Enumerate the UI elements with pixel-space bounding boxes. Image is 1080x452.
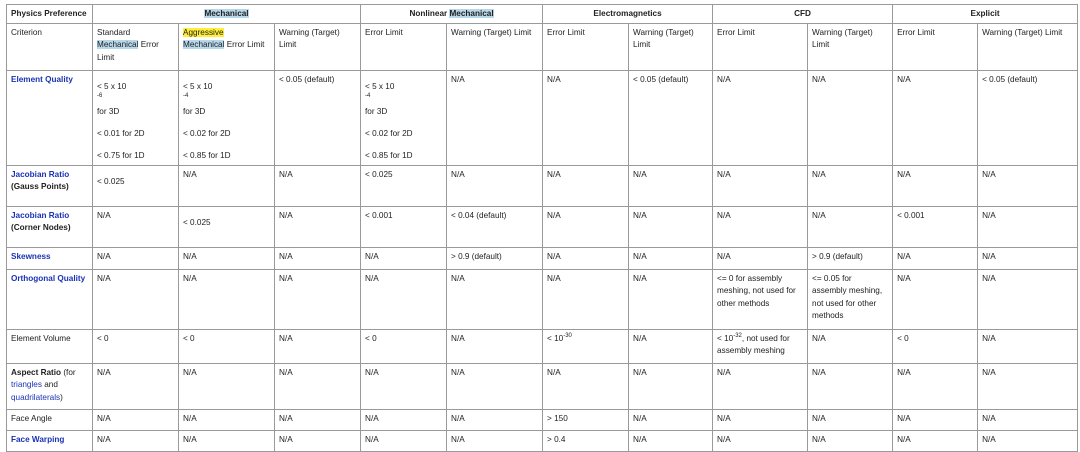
value-cell: N/A	[93, 248, 179, 270]
criterion-cell	[7, 431, 93, 452]
value-cell: N/A	[93, 410, 179, 431]
criterion-cell: Element Volume	[7, 330, 93, 364]
ex-warning-header: Warning (Target) Limit	[978, 24, 1078, 71]
value-cell: < 0.05 (default)	[978, 71, 1078, 166]
value-cell: N/A	[447, 330, 543, 364]
value-cell: > 0.9 (default)	[808, 248, 893, 270]
value-cell: N/A	[543, 364, 629, 410]
value-cell: N/A	[893, 166, 978, 207]
nl-warning-header: Warning (Target) Limit	[447, 24, 543, 71]
ex-error-header: Error Limit	[893, 24, 978, 71]
value-cell: N/A	[93, 364, 179, 410]
value-cell: N/A	[543, 71, 629, 166]
value-cell: N/A	[543, 166, 629, 207]
value-cell: < 0	[93, 330, 179, 364]
mechanical-group-header: Mechanical	[93, 5, 361, 24]
value-cell: N/A	[629, 410, 713, 431]
nl-error-header: Error Limit	[361, 24, 447, 71]
mech-aggressive-error-header: Aggressive Mechanical Error Limit	[179, 24, 275, 71]
value-cell: N/A	[978, 330, 1078, 364]
value-cell: N/A	[179, 248, 275, 270]
nonlinear-mechanical-group-header: Nonlinear Mechanical	[361, 5, 543, 24]
mech-standard-error-header: Standard Mechanical Error Limit	[93, 24, 179, 71]
value-cell: N/A	[275, 270, 361, 330]
value-cell: N/A	[713, 207, 808, 248]
value-cell: N/A	[629, 207, 713, 248]
value-cell: N/A	[893, 410, 978, 431]
value-cell: N/A	[629, 270, 713, 330]
value-cell: < 0	[893, 330, 978, 364]
value-cell: N/A	[361, 364, 447, 410]
value-cell: N/A	[713, 248, 808, 270]
value-cell: N/A	[808, 71, 893, 166]
value-cell: N/A	[275, 166, 361, 207]
value-cell: N/A	[713, 166, 808, 207]
row-jacobian-corner	[7, 207, 1078, 248]
value-cell: N/A	[447, 410, 543, 431]
row-face-warping	[7, 431, 1078, 452]
value-cell: < 0.025	[179, 207, 275, 248]
value-cell: N/A	[179, 166, 275, 207]
header-row-limits	[7, 24, 1078, 71]
value-cell: < 5 x 10 $^{-4}$ for 3D < 0.02 for 2D < 0.85 for 1D	[179, 71, 275, 166]
cfd-group-header: CFD	[713, 5, 893, 24]
value-cell: < 0.025	[93, 166, 179, 207]
mesh-metrics-table	[6, 4, 1078, 452]
row-skewness	[7, 248, 1078, 270]
value-cell: N/A	[808, 431, 893, 452]
quadrilaterals-link[interactable]: quadrilaterals	[11, 392, 61, 402]
value-cell: < 0.05 (default)	[275, 71, 361, 166]
value-cell: N/A	[629, 431, 713, 452]
value-cell: N/A	[361, 270, 447, 330]
face-warping-link[interactable]: Face Warping	[11, 435, 65, 445]
value-cell: N/A	[629, 166, 713, 207]
value-cell: N/A	[447, 364, 543, 410]
element-quality-link[interactable]: Element Quality	[11, 75, 73, 85]
value-cell: N/A	[275, 431, 361, 452]
electromagnetics-group-header: Electromagnetics	[543, 5, 713, 24]
value-cell: N/A	[275, 410, 361, 431]
value-cell: N/A	[808, 207, 893, 248]
triangles-link[interactable]: triangles	[11, 380, 42, 390]
value-cell: N/A	[361, 248, 447, 270]
criterion-cell	[7, 71, 93, 166]
jacobian-ratio-link[interactable]: Jacobian Ratio	[11, 211, 70, 221]
value-cell: N/A	[978, 410, 1078, 431]
value-cell: N/A	[447, 166, 543, 207]
value-cell: > 0.9 (default)	[447, 248, 543, 270]
skewness-link[interactable]: Skewness	[11, 252, 51, 262]
value-cell: N/A	[275, 364, 361, 410]
value-cell: N/A	[978, 207, 1078, 248]
value-cell: < 0.001	[361, 207, 447, 248]
value-cell: <= 0.05 for assembly meshing, not used for other methods	[808, 270, 893, 330]
value-cell: N/A	[978, 270, 1078, 330]
criterion-cell: Aspect Ratio (for triangles and quadrilaterals)	[7, 364, 93, 410]
orthogonal-quality-link[interactable]: Orthogonal Quality	[11, 274, 86, 284]
value-cell: N/A	[713, 431, 808, 452]
value-cell: N/A	[179, 431, 275, 452]
value-cell: N/A	[447, 431, 543, 452]
value-cell: N/A	[978, 248, 1078, 270]
value-cell: N/A	[893, 270, 978, 330]
value-cell: N/A	[629, 330, 713, 364]
value-cell: N/A	[893, 248, 978, 270]
row-element-volume	[7, 330, 1078, 364]
value-cell: < 0.001	[893, 207, 978, 248]
value-cell: N/A	[275, 330, 361, 364]
criterion-cell	[7, 270, 93, 330]
value-cell: N/A	[893, 71, 978, 166]
value-cell: N/A	[629, 364, 713, 410]
physics-preference-header: Physics Preference	[7, 5, 93, 24]
cfd-error-header: Error Limit	[713, 24, 808, 71]
value-cell: N/A	[808, 166, 893, 207]
value-cell: N/A	[893, 431, 978, 452]
value-cell: N/A	[93, 431, 179, 452]
value-cell: N/A	[543, 207, 629, 248]
jacobian-ratio-link[interactable]: Jacobian Ratio	[11, 170, 70, 180]
cfd-warning-header: Warning (Target) Limit	[808, 24, 893, 71]
value-cell: < $10^{-30}$	[543, 330, 629, 364]
em-warning-header: Warning (Target) Limit	[629, 24, 713, 71]
value-cell: N/A	[808, 364, 893, 410]
criterion-header: Criterion	[7, 24, 93, 71]
row-aspect-ratio	[7, 364, 1078, 410]
value-cell: N/A	[275, 207, 361, 248]
value-cell: N/A	[808, 410, 893, 431]
criterion-cell: Face Angle	[7, 410, 93, 431]
criterion-cell	[7, 248, 93, 270]
value-cell: < $10^{-32}$, not used for assembly meshing	[713, 330, 808, 364]
value-cell: N/A	[361, 410, 447, 431]
value-cell: N/A	[893, 364, 978, 410]
value-cell: > 0.4	[543, 431, 629, 452]
row-jacobian-gauss	[7, 166, 1078, 207]
value-cell: N/A	[93, 270, 179, 330]
explicit-group-header: Explicit	[893, 5, 1078, 24]
value-cell: N/A	[93, 207, 179, 248]
value-cell: <= 0 for assembly meshing, not used for other methods	[713, 270, 808, 330]
criterion-cell: Jacobian Ratio (Gauss Points)	[7, 166, 93, 207]
value-cell: N/A	[447, 71, 543, 166]
value-cell: < 5 x 10 $^{-6}$ for 3D < 0.01 for 2D < 0.75 for 1D	[93, 71, 179, 166]
value-cell: N/A	[713, 410, 808, 431]
value-cell: N/A	[978, 431, 1078, 452]
value-cell: N/A	[179, 410, 275, 431]
value-cell: < 0	[361, 330, 447, 364]
value-cell: < 0	[179, 330, 275, 364]
value-cell: N/A	[808, 330, 893, 364]
value-cell: < 0.04 (default)	[447, 207, 543, 248]
value-cell: N/A	[713, 71, 808, 166]
value-cell: < 0.05 (default)	[629, 71, 713, 166]
value-cell: N/A	[179, 364, 275, 410]
value-cell: N/A	[629, 248, 713, 270]
em-error-header: Error Limit	[543, 24, 629, 71]
value-cell: N/A	[543, 270, 629, 330]
value-cell: N/A	[275, 248, 361, 270]
row-orthogonal-quality	[7, 270, 1078, 330]
value-cell: < 5 x 10 $^{-4}$ for 3D < 0.02 for 2D < 0.85 for 1D	[361, 71, 447, 166]
mech-warning-header: Warning (Target) Limit	[275, 24, 361, 71]
value-cell: N/A	[713, 364, 808, 410]
value-cell: N/A	[179, 270, 275, 330]
header-row-groups	[7, 5, 1078, 24]
value-cell: > 150	[543, 410, 629, 431]
row-element-quality	[7, 71, 1078, 166]
value-cell: N/A	[978, 364, 1078, 410]
criterion-cell: Jacobian Ratio (Corner Nodes)	[7, 207, 93, 248]
value-cell: < 0.025	[361, 166, 447, 207]
value-cell: N/A	[361, 431, 447, 452]
value-cell: N/A	[447, 270, 543, 330]
row-face-angle	[7, 410, 1078, 431]
value-cell: N/A	[543, 248, 629, 270]
value-cell: N/A	[978, 166, 1078, 207]
